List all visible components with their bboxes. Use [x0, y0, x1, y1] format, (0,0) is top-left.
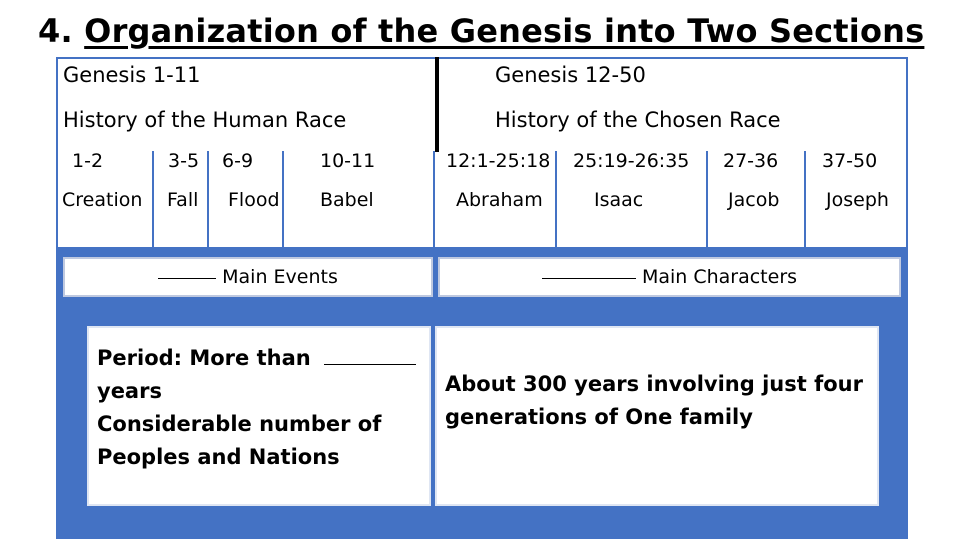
- right-period-line: About 300 years involving just four: [445, 372, 863, 396]
- name-babel: Babel: [320, 189, 374, 211]
- ref-abraham: 12:1-25:18: [446, 150, 551, 172]
- right-focus-box: [438, 257, 901, 297]
- column-divider: [706, 151, 708, 249]
- title-number: 4.: [38, 12, 73, 50]
- fill-blank: [324, 362, 416, 365]
- right-period-line: generations of One family: [445, 405, 753, 429]
- left-period-line: years: [97, 379, 162, 403]
- name-flood: Flood: [228, 189, 280, 211]
- left-subtitle: History of the Human Race: [63, 108, 347, 132]
- left-focus-box: [63, 257, 433, 297]
- left-period-line: Considerable number of: [97, 412, 382, 436]
- ref-flood: 6-9: [222, 150, 254, 172]
- ref-joseph: 37-50: [822, 150, 878, 172]
- name-jacob: Jacob: [728, 189, 780, 211]
- ref-creation: 1-2: [72, 150, 104, 172]
- right-subtitle: History of the Chosen Race: [495, 108, 781, 132]
- section-divider: [435, 57, 439, 152]
- slide-title: [38, 12, 924, 50]
- ref-jacob: 27-36: [723, 150, 779, 172]
- left-period-line: [97, 342, 421, 375]
- right-focus-label: Main Characters: [641, 266, 798, 288]
- right-period-box: [435, 326, 879, 506]
- column-divider: [207, 151, 209, 249]
- right-range: Genesis 12-50: [495, 63, 646, 87]
- left-period-line: Peoples and Nations: [97, 445, 340, 469]
- column-divider: [282, 151, 284, 249]
- column-divider: [555, 151, 557, 249]
- left-range: Genesis 1-11: [63, 63, 201, 87]
- ref-fall: 3-5: [168, 150, 200, 172]
- left-period-box: [87, 326, 431, 506]
- fill-blank: [158, 276, 216, 279]
- name-joseph: Joseph: [826, 189, 889, 211]
- column-divider: [433, 151, 435, 249]
- ref-babel: 10-11: [320, 150, 376, 172]
- column-divider: [152, 151, 154, 249]
- title-text: Organization of the Genesis into Two Sections: [84, 12, 925, 50]
- name-fall: Fall: [167, 189, 199, 211]
- name-isaac: Isaac: [594, 189, 644, 211]
- name-creation: Creation: [62, 189, 143, 211]
- column-divider: [804, 151, 806, 249]
- name-abraham: Abraham: [456, 189, 543, 211]
- left-period-text: Period: More than: [97, 346, 311, 370]
- ref-isaac: 25:19-26:35: [573, 150, 690, 172]
- left-focus-label: Main Events: [222, 266, 338, 288]
- fill-blank: [542, 276, 636, 279]
